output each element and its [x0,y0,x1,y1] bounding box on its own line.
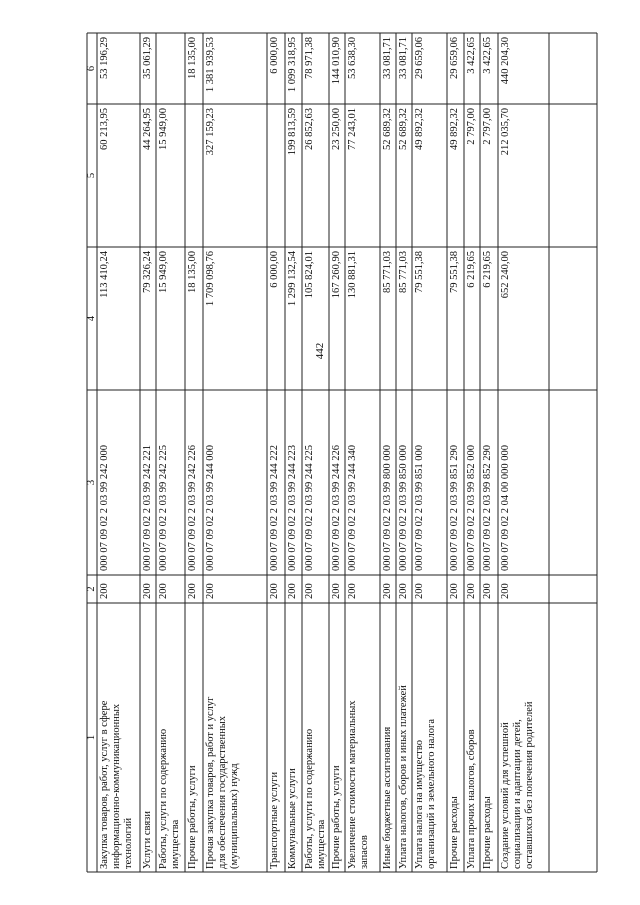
row-amount-col5: 26 852,63 [304,108,315,150]
row-name: Прочие расходы [482,796,493,869]
row-amount-col5: 15 949,00 [158,108,169,150]
row-amount-col4: 79 551,38 [414,251,425,293]
row-amount-col6: 29 659,06 [414,37,425,79]
column-header-1: 1 [86,734,97,741]
row-name: Уплата налогов, сборов и иных платежей [398,685,409,869]
row-name: Создание условий для успешной [500,722,511,869]
row-amount-col6: 1 381 939,53 [205,37,216,93]
row-name: имущества [316,819,327,869]
row-amount-col4: 6 219,65 [466,251,477,288]
row-amount-col6: 53 196,29 [99,37,110,79]
row-classifier: 000 07 09 02 2 03 99 242 225 [158,445,169,571]
row-name: Работы, услуги по содержанию [304,728,315,869]
row-amount-col6: 440 204,30 [500,37,511,85]
row-amount-col4: 79 551,38 [449,251,460,293]
row-amount-col6: 6 000,00 [269,37,280,74]
row-code: 200 [304,583,315,599]
row-classifier: 000 07 09 02 2 03 99 242 221 [142,445,153,571]
row-classifier: 000 07 09 02 2 03 99 851 000 [414,445,425,571]
row-classifier: 000 07 09 02 2 03 99 242 226 [187,445,198,571]
column-header-4: 4 [86,315,97,322]
row-code: 200 [269,583,280,599]
row-classifier: 000 07 09 02 2 03 99 244 000 [205,445,216,571]
row-amount-col4: 15 949,00 [158,251,169,293]
row-amount-col4: 130 881,31 [347,251,358,299]
row-name: запасов [359,835,370,869]
row-amount-col5: 2 797,00 [482,108,493,145]
row-classifier: 000 07 09 02 2 04 00 000 000 [500,445,511,571]
row-amount-col5: 77 243,01 [347,108,358,150]
row-amount-col4: 79 326,24 [142,251,153,293]
row-amount-col5: 44 264,95 [142,108,153,150]
row-classifier: 000 07 09 02 2 03 99 244 222 [269,445,280,571]
row-name: Транспортные услуги [269,771,280,869]
row-amount-col6: 1 099 318,95 [287,37,298,93]
row-amount-col5: 199 813,59 [287,108,298,156]
row-name: Прочие работы, услуги [331,765,342,869]
row-amount-col4: 1 709 098,76 [205,251,216,307]
row-code: 200 [287,583,298,599]
row-name: Иные бюджетные ассигнования [382,726,393,869]
row-amount-col6: 53 638,30 [347,37,358,79]
row-classifier: 000 07 09 02 2 03 99 244 226 [331,445,342,571]
row-amount-col5: 52 689,32 [382,108,393,150]
row-amount-col6: 18 135,00 [187,37,198,79]
row-amount-col4: 652 240,00 [500,251,511,299]
column-header-2: 2 [86,586,97,592]
row-name: социализации и адаптации детей, [512,719,523,869]
row-amount-col6: 33 081,71 [398,37,409,79]
row-amount-col5: 2 797,00 [466,108,477,145]
row-code: 200 [382,583,393,599]
row-amount-col4: 6 000,00 [269,251,280,288]
row-name: Увеличение стоимости материальных [347,700,358,869]
row-name: (муниципальных) нужд [229,763,240,869]
column-header-3: 3 [86,479,97,486]
row-amount-col4: 167 260,90 [331,251,342,299]
row-name: Уплата налога на имущество [414,739,425,869]
row-name: Закупка товаров, работ, услуг в сфере [99,700,110,869]
row-amount-col5: 212 035,70 [500,108,511,156]
row-amount-col4: 18 135,00 [187,251,198,293]
row-classifier: 000 07 09 02 2 03 99 242 000 [99,445,110,571]
row-amount-col4: 105 824,01 [304,251,315,299]
row-amount-col4: 1 299 132,54 [287,251,298,307]
row-name: Прочие работы, услуги [187,765,198,869]
row-name: имущества [170,819,181,869]
row-classifier: 000 07 09 02 2 03 99 852 000 [466,445,477,571]
row-amount-col5: 23 250,00 [331,108,342,150]
row-name: Услуги связи [142,811,153,869]
row-classifier: 000 07 09 02 2 03 99 852 290 [482,445,493,571]
row-code: 200 [99,583,110,599]
row-name: оставшихся без попечения родителей [524,701,535,869]
row-classifier: 000 07 09 02 2 03 99 850 000 [398,445,409,571]
row-amount-col5: 327 159,23 [205,108,216,156]
row-code: 200 [482,583,493,599]
row-classifier: 000 07 09 02 2 03 99 244 225 [304,445,315,571]
row-amount-col5: 60 213,95 [99,108,110,150]
row-code: 200 [142,583,153,599]
row-classifier: 000 07 09 02 2 03 99 800 000 [382,445,393,571]
row-code: 200 [414,583,425,599]
row-amount-col6: 3 422,65 [482,37,493,74]
row-name: Коммунальные услуги [287,768,298,869]
row-amount-col5: 49 892,32 [449,108,460,150]
row-code: 200 [187,583,198,599]
row-amount-col6: 29 659,06 [449,37,460,79]
row-name: Уплата прочих налогов, сборов [466,729,477,869]
row-code: 200 [158,583,169,599]
row-amount-col4: 85 771,03 [398,251,409,293]
row-code: 200 [347,583,358,599]
row-amount-col4: 113 410,24 [99,251,110,298]
row-amount-col6: 33 081,71 [382,37,393,79]
column-header-6: 6 [86,65,97,72]
row-amount-col6: 144 010,90 [331,37,342,85]
row-amount-col4: 6 219,65 [482,251,493,288]
row-code: 200 [331,583,342,599]
row-amount-col6: 3 422,65 [466,37,477,74]
row-amount-col4: 85 771,03 [382,251,393,293]
row-classifier: 000 07 09 02 2 03 99 244 223 [287,445,298,571]
row-name: Прочая закупка товаров, работ и услуг [205,696,216,869]
row-code: 200 [466,583,477,599]
row-classifier: 000 07 09 02 2 03 99 851 290 [449,445,460,571]
row-name: организаций и земельного налога [426,719,437,869]
row-name: Прочие расходы [449,796,460,869]
row-name: Работы, услуги по содержанию [158,728,169,869]
row-name: для обеспечения государственных [217,716,228,869]
column-header-5: 5 [86,172,97,179]
row-amount-col5: 49 892,32 [414,108,425,150]
page-number: 442 [314,342,326,360]
row-amount-col6: 35 061,29 [142,37,153,79]
row-amount-col6: 78 971,38 [304,37,315,79]
row-code: 200 [398,583,409,599]
row-code: 200 [205,583,216,599]
row-code: 200 [449,583,460,599]
row-name: информационно-коммуникационных [111,703,122,869]
row-name: технологий [123,817,134,869]
row-amount-col5: 52 689,32 [398,108,409,150]
row-code: 200 [500,583,511,599]
row-classifier: 000 07 09 02 2 03 99 244 340 [347,445,358,571]
